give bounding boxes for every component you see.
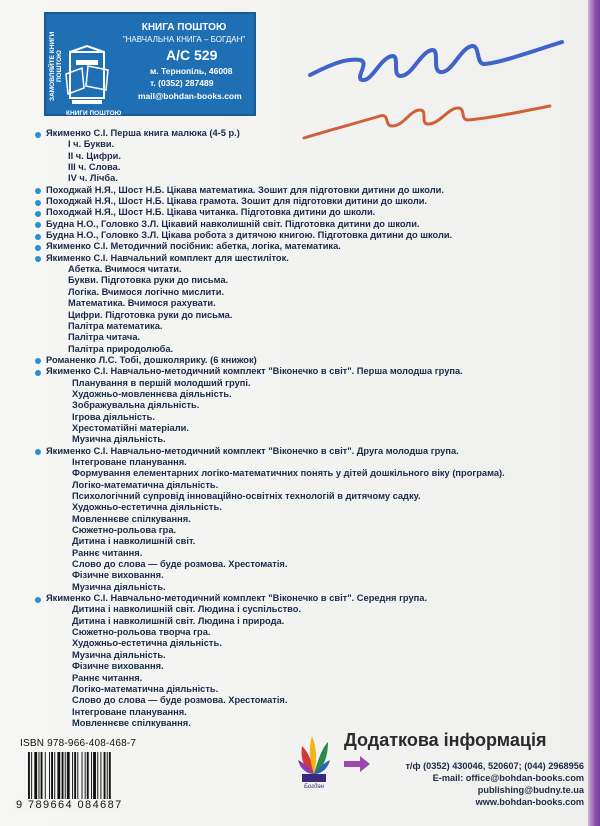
list-item-text: Логіко-математична діяльність. <box>72 479 219 490</box>
list-item-text: Логіко-математична діяльність. <box>72 683 219 694</box>
publisher-logo <box>296 730 332 788</box>
list-subitem <box>34 650 574 661</box>
list-item <box>34 355 574 366</box>
contact-website: www.bohdan-books.com <box>475 797 584 807</box>
list-item-text: Сюжетно-рольова гра. <box>72 525 177 536</box>
list-item <box>34 593 574 604</box>
list-item <box>34 185 574 196</box>
list-subitem <box>34 502 574 513</box>
bullet-icon <box>35 358 41 364</box>
list-item-text: Зображувальна діяльність. <box>72 400 200 411</box>
list-item-text: Ігрова діяльність. <box>72 411 155 422</box>
bullet-icon <box>35 188 41 194</box>
list-subitem <box>34 457 574 468</box>
ad-side-text: ЗАМОВЛЯЙТЕ КНИГИ ПОШТОЮ <box>49 31 63 101</box>
contacts-block <box>405 760 584 808</box>
list-item-text: Сюжетно-рольова творча гра. <box>72 627 211 638</box>
mailbox-icon <box>62 44 114 108</box>
list-subitem <box>34 638 574 649</box>
list-item-text: Раннє читання. <box>72 672 143 683</box>
list-subitem <box>34 707 574 718</box>
list-subitem <box>34 298 574 309</box>
bullet-icon <box>35 200 41 206</box>
list-item <box>34 446 574 457</box>
list-item-text: Якименко С.І. Навчально-методичний комплект "Віконечко в світ". Друга молодша група. <box>46 445 459 456</box>
list-subitem <box>34 695 574 706</box>
list-subitem <box>34 378 574 389</box>
list-item-text: Планування в першій молодший групі. <box>72 377 251 388</box>
list-item-text: Якименко С.І. Методичний посібник: абетка, логіка, математика. <box>46 241 341 252</box>
list-subitem <box>34 604 574 615</box>
list-item-text: Художньо-естетична діяльність. <box>72 638 222 649</box>
isbn-text: ISBN 978-966-408-468-7 <box>20 738 137 749</box>
list-item <box>34 207 574 218</box>
bullet-icon <box>35 245 41 251</box>
list-item <box>34 366 574 377</box>
list-item-text: Слово до слова — буде розмова. Хрестоматія. <box>72 695 288 706</box>
list-item-text: Будна Н.О., Головко З.Л. Цікава робота з дитячою книгою. Підготовка дитини до школи. <box>46 230 453 241</box>
list-item-text: Цифри. Підготовка руки до письма. <box>68 309 233 320</box>
list-item <box>34 128 574 139</box>
list-item-text: Якименко С.І. Навчально-методичний комплект "Віконечко в світ". Перша молодша група. <box>46 366 463 377</box>
bullet-icon <box>35 370 41 376</box>
list-item-text: Якименко С.І. Навчальний комплект для шестиліток. <box>46 252 289 263</box>
list-subitem <box>34 684 574 695</box>
list-subitem <box>34 616 574 627</box>
list-item-text: Палітра математика. <box>68 320 163 331</box>
mail-order-ad <box>44 12 256 116</box>
list-subitem <box>34 310 574 321</box>
additional-info-heading: Додаткова інформація <box>344 730 547 750</box>
list-item-text: Інтегроване планування. <box>72 706 187 717</box>
list-item-text: Палітра природолюба. <box>68 343 174 354</box>
list-item-text: Якименко С.І. Перша книга малюка (4-5 р.) <box>46 128 240 138</box>
list-item-text: Мовленнєве спілкування. <box>72 513 191 524</box>
list-subitem <box>34 412 574 423</box>
list-item-text: Дитина і навколишній світ. <box>72 536 196 547</box>
contact-phone: т/ф (0352) 430046, 520607; (044) 2968956 <box>405 761 584 771</box>
list-subitem <box>34 151 574 162</box>
list-subitem <box>34 264 574 275</box>
list-item <box>34 230 574 241</box>
list-item <box>34 196 574 207</box>
list-subitem <box>34 673 574 684</box>
bullet-icon <box>35 211 41 217</box>
logo-text: Богдан <box>303 784 325 790</box>
list-subitem <box>34 661 574 672</box>
list-subitem <box>34 287 574 298</box>
ad-phone: т. (0352) 287489 <box>150 78 214 88</box>
ad-publisher: "НАВЧАЛЬНА КНИГА – БОГДАН" <box>122 35 246 44</box>
list-subitem <box>34 423 574 434</box>
list-subitem <box>34 139 574 150</box>
list-item-text: Фізичне виховання. <box>72 661 164 672</box>
list-subitem <box>34 525 574 536</box>
list-item-text: Психологічний супровід інноваційно-освітніх технологій в дитячому садку. <box>72 491 421 501</box>
list-item-text: Палітра читача. <box>68 332 141 343</box>
list-item-text: Музична діяльність. <box>72 649 166 660</box>
list-subitem <box>34 718 574 729</box>
list-item-text: ІІІ ч. Слова. <box>68 162 121 173</box>
list-item-text: Художньо-естетична діяльність. <box>72 502 222 513</box>
list-subitem <box>34 389 574 400</box>
list-subitem <box>34 559 574 570</box>
list-item-text: Походжай Н.Я., Шост Н.Б. Цікава читанка. Підготовка дитини до школи. <box>46 207 376 218</box>
list-item-text: Якименко С.І. Навчально-методичний комплект "Віконечко в світ". Середня група. <box>46 593 428 604</box>
list-subitem <box>34 275 574 286</box>
list-item-text: Дитина і навколишній світ. Людина і природа. <box>72 615 285 626</box>
bullet-icon <box>35 132 41 138</box>
ad-strip-text: КНИГИ ПОШТОЮ <box>66 110 122 117</box>
contact-email-2: publishing@budny.te.ua <box>477 785 584 795</box>
list-item <box>34 253 574 264</box>
list-item-text: Походжай Н.Я., Шост Н.Б. Цікава математика. Зошит для підготовки дитини до школи. <box>46 184 444 195</box>
list-subitem <box>34 162 574 173</box>
list-item-text: Логіка. Вчимося логічно мислити. <box>68 286 225 297</box>
bullet-icon <box>35 222 41 228</box>
contact-email: E-mail: office@bohdan-books.com <box>432 773 584 783</box>
list-item-text: Романенко Л.С. Тобі, дошколярику. (6 книжок) <box>46 354 257 365</box>
list-subitem <box>34 468 574 479</box>
list-subitem <box>34 321 574 332</box>
list-item-text: Слово до слова — буде розмова. Хрестоматія. <box>72 559 288 570</box>
list-item-text: Математика. Вчимося рахувати. <box>68 298 216 309</box>
list-item-text: Будна Н.О., Головко З.Л. Цікавий навколишній світ. Підготовка дитини до школи. <box>46 218 420 229</box>
list-subitem <box>34 434 574 445</box>
list-subitem <box>34 344 574 355</box>
list-subitem <box>34 480 574 491</box>
list-item-text: Дитина і навколишній світ. Людина і суспільство. <box>72 604 302 615</box>
list-item-text: Художньо-мовленнєва діяльність. <box>72 388 232 399</box>
list-item-text: Музична діяльність. <box>72 434 166 445</box>
list-subitem <box>34 627 574 638</box>
list-item-text: Абетка. Вчимося читати. <box>68 264 182 275</box>
list-item-text: Формування елементарних логіко-математичних понять у дітей дошкільного віку (програма). <box>72 468 505 479</box>
list-item-text: Музична діяльність. <box>72 581 166 592</box>
ad-po-box: А/С 529 <box>166 47 218 63</box>
list-item-text: Раннє читання. <box>72 547 143 558</box>
ad-email: mail@bohdan-books.com <box>138 91 242 101</box>
list-item-text: Інтегроване планування. <box>72 456 187 467</box>
list-subitem <box>34 400 574 411</box>
bullet-icon <box>35 234 41 240</box>
list-item-text: Походжай Н.Я., Шост Н.Б. Цікава грамота. Зошит для підготовки дитини до школи. <box>46 196 428 207</box>
list-item-text: Букви. Підготовка руки до письма. <box>68 275 229 286</box>
bullet-icon <box>35 256 41 262</box>
list-item-text: Фізичне виховання. <box>72 570 164 581</box>
list-subitem <box>34 582 574 593</box>
ad-title: КНИГА ПОШТОЮ <box>141 22 227 33</box>
list-item-text: Хрестоматійні матеріали. <box>72 422 189 433</box>
list-subitem <box>34 491 574 502</box>
ad-city: м. Тернопіль, 46008 <box>150 66 233 76</box>
list-subitem <box>34 173 574 184</box>
book-list <box>34 128 574 729</box>
list-subitem <box>34 332 574 343</box>
list-item-text: ІІ ч. Цифри. <box>68 150 121 161</box>
list-subitem <box>34 570 574 581</box>
list-subitem <box>34 514 574 525</box>
list-subitem <box>34 548 574 559</box>
bullet-icon <box>35 449 41 455</box>
list-item-text: IV ч. Лічба. <box>68 173 118 184</box>
bullet-icon <box>35 597 41 603</box>
arrow-right-icon <box>344 756 370 772</box>
list-subitem <box>34 536 574 547</box>
list-item <box>34 219 574 230</box>
book-spine-edge <box>588 0 600 826</box>
list-item-text: Мовленнєве спілкування. <box>72 717 191 728</box>
barcode-number: 9 789664 084687 <box>16 799 123 811</box>
list-item-text: І ч. Букви. <box>68 139 115 150</box>
list-item <box>34 241 574 252</box>
